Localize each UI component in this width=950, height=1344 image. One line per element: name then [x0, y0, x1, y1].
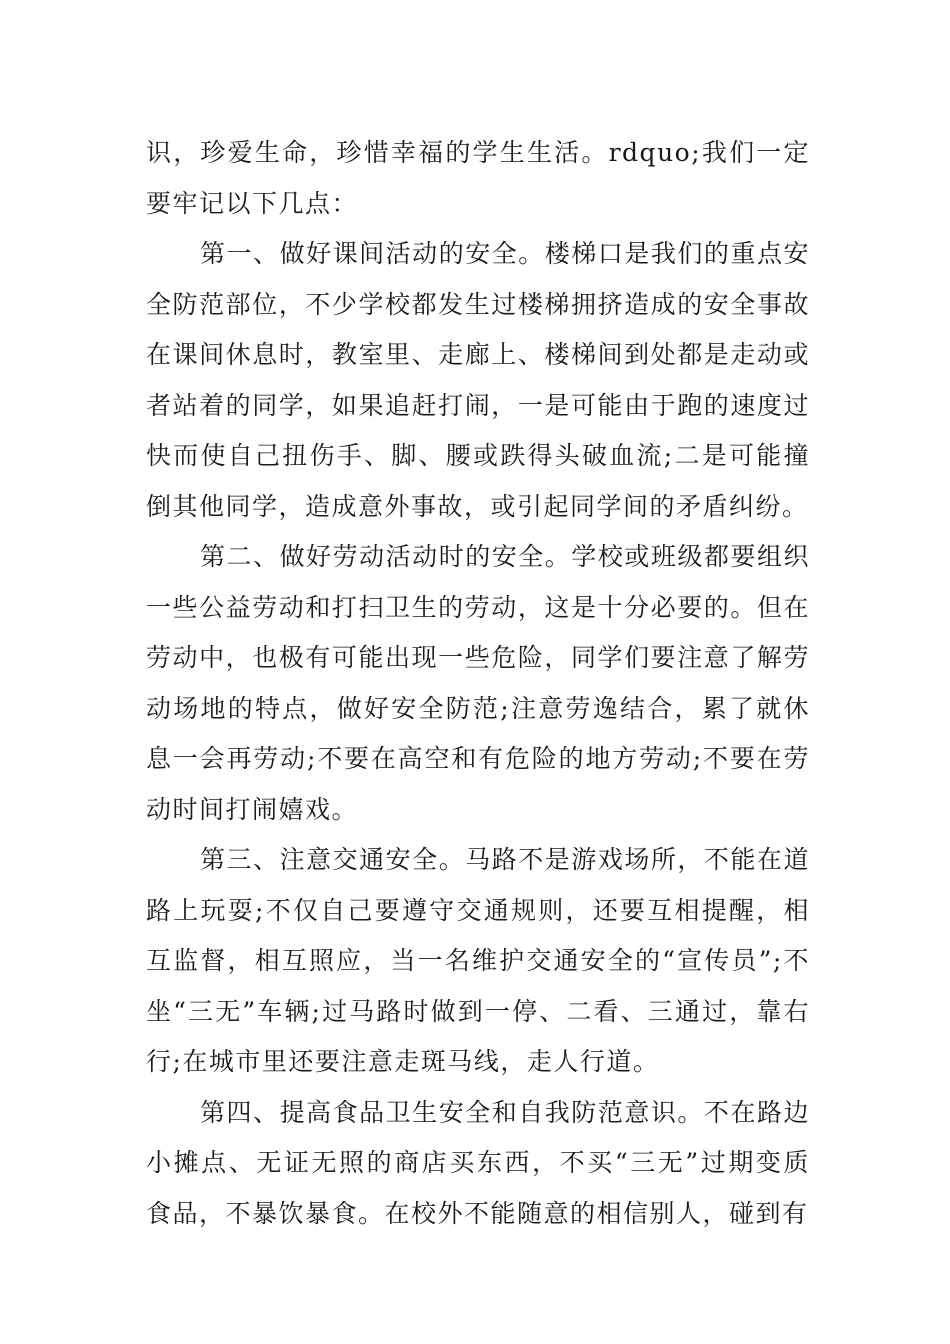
document-body — [146, 128, 810, 1239]
paragraph-point-two: 第二、做好劳动活动时的安全。学校或班级都要组织一些公益劳动和打扫卫生的劳动，这是十分必要的。但在劳动中，也极有可能出现一些危险，同学们要注意了解劳动场地的特点，做好安全防范;注意劳逸结合，累了就休息一会再劳动;不要在高空和有危险的地方劳动;不要在劳动时间打闹嬉戏。 — [146, 542, 810, 824]
paragraph-intro-continuation: 识，珍爱生命，珍惜幸福的学生生活。rdquo;我们一定要牢记以下几点： — [146, 138, 810, 218]
paragraph-point-four: 第四、提高食品卫生安全和自我防范意识。不在路边小摊点、无证无照的商店买东西，不买“三无”过期变质食品，不暴饮暴食。在校外不能随意的相信别人，碰到有 — [146, 1097, 810, 1228]
paragraph-point-one: 第一、做好课间活动的安全。楼梯口是我们的重点安全防范部位，不少学校都发生过楼梯拥挤造成的安全事故在课间休息时，教室里、走廊上、楼梯间到处都是走动或者站着的同学，如果追赶打闹，一是可能由于跑的速度过快而使自己扭伤手、脚、腰或跌得头破血流;二是可能撞倒其他同学，造成意外事故，或引起同学间的矛盾纠纷。 — [146, 239, 810, 521]
paragraph-point-three: 第三、注意交通安全。马路不是游戏场所，不能在道路上玩耍;不仅自己要遵守交通规则，还要互相提醒，相互监督，相互照应，当一名维护交通安全的“宣传员”;不坐“三无”车辆;过马路时做到一停、二看、三通过，靠右行;在城市里还要注意走斑马线，走人行道。 — [146, 845, 810, 1076]
